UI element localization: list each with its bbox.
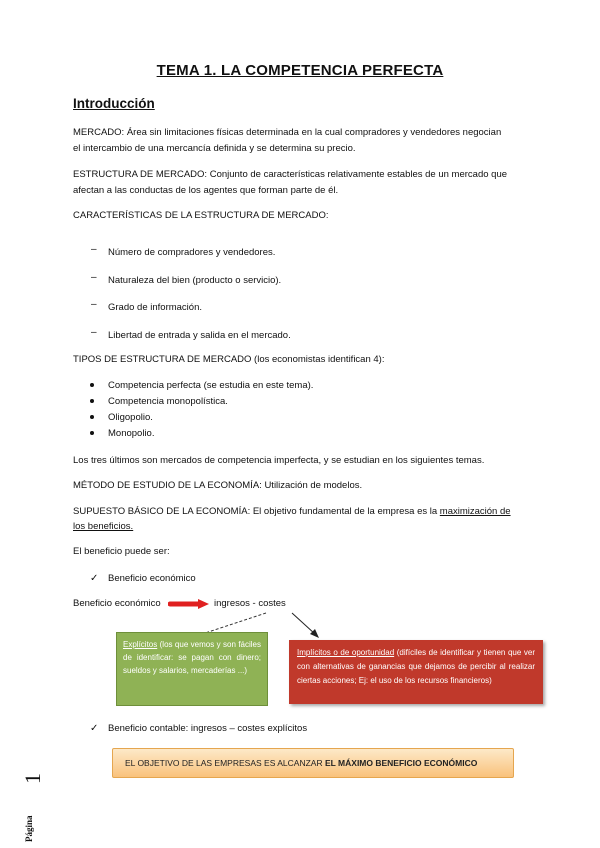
supuesto-line-2: los beneficios. <box>73 521 134 532</box>
footer-page-number: 1 <box>20 773 45 784</box>
checkmark-icon: ✓ <box>90 573 99 584</box>
intro-heading: Introducción <box>73 96 155 111</box>
dash-bullet: – <box>91 244 97 255</box>
tres-ultimos-text: Los tres últimos son mercados de competencia imperfecta, y se estudian en los siguientes temas. <box>73 455 485 466</box>
mercado-line-1: MERCADO: Área sin limitaciones físicas determinada en la cual compradores y vendedores negocian <box>73 127 502 138</box>
beneficio-puede-text: El beneficio puede ser: <box>73 546 170 557</box>
bullet-dot <box>90 399 94 403</box>
objetivo-prefix: EL OBJETIVO DE LAS EMPRESAS ES ALCANZAR <box>125 758 325 768</box>
check-item-contable: Beneficio contable: ingresos – costes explícitos <box>108 723 308 734</box>
tipos-heading: TIPOS DE ESTRUCTURA DE MERCADO (los economistas identifican 4): <box>73 354 385 365</box>
dash-bullet: – <box>91 272 97 283</box>
dash-bullet: – <box>91 327 97 338</box>
dash-bullet: – <box>91 299 97 310</box>
tipo-item: Monopolio. <box>108 428 155 439</box>
tipo-item: Oligopolio. <box>108 412 153 423</box>
footer-page-word: Página <box>24 815 34 842</box>
checkmark-icon: ✓ <box>90 723 99 734</box>
bullet-dot <box>90 383 94 387</box>
implicitos-box <box>289 640 543 704</box>
formula-left: Beneficio económico <box>73 598 161 609</box>
explicitos-label: Explícitos <box>123 640 158 649</box>
check-item-economico: Beneficio económico <box>108 573 196 584</box>
explicitos-text: (los que vemos y son fáciles de identificar: se pagan con dinero; sueldos y salarios, mercaderías ...) <box>123 640 261 675</box>
estructura-line-2: afectan a las conductas de los agentes que forman parte de él. <box>73 185 339 196</box>
supuesto-underlined: maximización de <box>439 506 511 517</box>
metodo-text: MÉTODO DE ESTUDIO DE LA ECONOMÍA: Utilización de modelos. <box>73 480 363 491</box>
tipo-item: Competencia perfecta (se estudia en este tema). <box>108 380 314 391</box>
formula-right: ingresos - costes <box>214 598 286 609</box>
estructura-line-1: ESTRUCTURA DE MERCADO: Conjunto de características relativamente estables de un mercado que <box>73 169 508 180</box>
caracteristica-item: Número de compradores y vendedores. <box>108 247 276 258</box>
objetivo-bold: EL MÁXIMO BENEFICIO ECONÓMICO <box>324 758 478 768</box>
explicitos-box <box>116 632 268 706</box>
caracteristica-item: Libertad de entrada y salida en el mercado. <box>108 330 291 341</box>
caracteristicas-heading: CARACTERÍSTICAS DE LA ESTRUCTURA DE MERCADO: <box>73 210 329 221</box>
caracteristica-item: Grado de información. <box>108 302 202 313</box>
objetivo-box <box>112 748 514 778</box>
tipo-item: Competencia monopolística. <box>108 396 228 407</box>
supuesto-prefix: SUPUESTO BÁSICO DE LA ECONOMÍA: El objetivo fundamental de la empresa es la <box>73 506 440 517</box>
red-arrow-icon <box>168 598 210 610</box>
bullet-dot <box>90 431 94 435</box>
bullet-dot <box>90 415 94 419</box>
implicitos-text: (difíciles de identificar y tienen que ver con alternativas de ganancias que dejamos de percibir al realizar ciertas acciones; Ej: el uso de los recursos financieros) <box>297 648 535 685</box>
document-title: TEMA 1. LA COMPETENCIA PERFECTA <box>156 62 444 79</box>
implicitos-label: Implícitos o de oportunidad <box>297 648 395 657</box>
caracteristica-item: Naturaleza del bien (producto o servicio). <box>108 275 282 286</box>
mercado-line-2: el intercambio de una mercancía definida y se determina su precio. <box>73 143 356 154</box>
supuesto-line-1 <box>73 504 511 519</box>
